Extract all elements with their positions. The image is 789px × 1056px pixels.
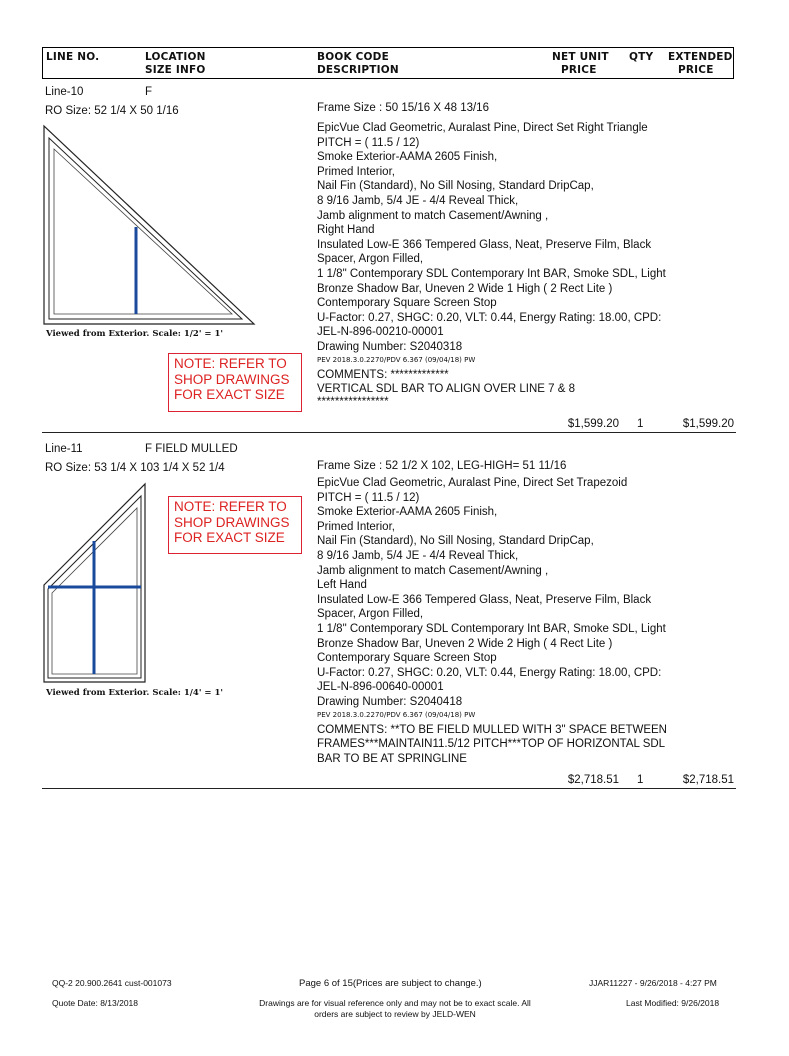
page-number: Page 6 of 15(Prices are subject to change.) xyxy=(299,978,482,989)
desc-line: PITCH = ( 11.5 / 12) xyxy=(317,491,420,504)
desc-line: Bronze Shadow Bar, Uneven 2 Wide 2 High ( 4 Rect Lite ) xyxy=(317,637,613,650)
comment-line: **************** xyxy=(317,395,389,408)
net-unit-price: $1,599.20 xyxy=(567,418,619,430)
job-stamp: JJAR11227 - 9/26/2018 - 4:27 PM xyxy=(589,978,717,988)
col-size-info: SIZE INFO xyxy=(145,64,206,76)
quote-date: Quote Date: 8/13/2018 xyxy=(52,998,139,1008)
row-divider xyxy=(42,432,736,433)
last-modified: Last Modified: 9/26/2018 xyxy=(626,998,720,1008)
location: F xyxy=(145,86,153,98)
desc-line: JEL-N-896-00210-00001 xyxy=(317,326,444,339)
desc-line: Smoke Exterior-AAMA 2605 Finish, xyxy=(317,151,498,164)
frame-size: Frame Size : 52 1/2 X 102, LEG-HIGH= 51 11/16 xyxy=(317,460,567,472)
comment-line: COMMENTS: **TO BE FIELD MULLED WITH 3" SPACE BETWEEN xyxy=(317,723,667,736)
desc-line: Insulated Low-E 366 Tempered Glass, Neat, Preserve Film, Black xyxy=(317,238,652,251)
extended-price: $2,718.51 xyxy=(682,774,734,786)
window-drawing-triangle xyxy=(42,124,257,328)
desc-line: Contemporary Square Screen Stop xyxy=(317,652,497,665)
desc-line: Contemporary Square Screen Stop xyxy=(317,297,497,310)
col-qty: QTY xyxy=(629,51,654,63)
desc-line: Jamb alignment to match Casement/Awning , xyxy=(317,209,549,222)
desc-line: U-Factor: 0.27, SHGC: 0.20, VLT: 0.44, Energy Rating: 18.00, CPD: xyxy=(317,666,662,679)
drawing-scale: Viewed from Exterior. Scale: 1/2' = 1' xyxy=(46,329,223,339)
desc-line: Jamb alignment to match Casement/Awning , xyxy=(317,564,549,577)
desc-line: Spacer, Argon Filled, xyxy=(317,608,424,621)
comment-line: FRAMES***MAINTAIN11.5/12 PITCH***TOP OF HORIZONTAL SDL xyxy=(317,738,666,751)
comment-line: VERTICAL SDL BAR TO ALIGN OVER LINE 7 & 8 xyxy=(317,383,575,396)
disclaimer xyxy=(230,998,560,1020)
desc-line: U-Factor: 0.27, SHGC: 0.20, VLT: 0.44, Energy Rating: 18.00, CPD: xyxy=(317,311,662,324)
drawing-scale: Viewed from Exterior. Scale: 1/4' = 1' xyxy=(46,688,223,698)
desc-line: JEL-N-896-00640-00001 xyxy=(317,681,444,694)
col-book-code: BOOK CODE xyxy=(317,51,389,63)
desc-line: 8 9/16 Jamb, 5/4 JE - 4/4 Reveal Thick, xyxy=(317,194,519,207)
location: F FIELD MULLED xyxy=(145,443,238,455)
version-stamp: PEV 2018.3.0.2270/PDV 6.367 (09/04/18) PW xyxy=(317,355,476,364)
table-header xyxy=(42,47,734,79)
quantity: 1 xyxy=(637,774,644,786)
desc-line: Smoke Exterior-AAMA 2605 Finish, xyxy=(317,506,498,519)
col-line-no: LINE NO. xyxy=(46,51,100,63)
version-stamp: PEV 2018.3.0.2270/PDV 6.367 (09/04/18) PW xyxy=(317,710,476,719)
line-number: Line-10 xyxy=(45,86,84,98)
col-extended: EXTENDED xyxy=(668,51,733,63)
col-ext-price: PRICE xyxy=(678,64,714,76)
comment-line: COMMENTS: ************* xyxy=(317,368,449,381)
col-price: PRICE xyxy=(561,64,597,76)
desc-line: EpicVue Clad Geometric, Auralast Pine, Direct Set Trapezoid xyxy=(317,477,628,489)
net-unit-price: $2,718.51 xyxy=(567,774,619,786)
desc-line: Insulated Low-E 366 Tempered Glass, Neat, Preserve Film, Black xyxy=(317,593,652,606)
desc-line: EpicVue Clad Geometric, Auralast Pine, Direct Set Right Triangle xyxy=(317,122,648,134)
desc-line: 1 1/8" Contemporary SDL Contemporary Int BAR, Smoke SDL, Light xyxy=(317,622,666,635)
window-drawing-trapezoid xyxy=(42,482,148,686)
col-net-unit: NET UNIT xyxy=(552,51,609,63)
desc-line: Primed Interior, xyxy=(317,520,395,533)
description-block xyxy=(317,121,666,408)
desc-line: Bronze Shadow Bar, Uneven 2 Wide 1 High ( 2 Rect Lite ) xyxy=(317,282,613,295)
desc-line: 1 1/8" Contemporary SDL Contemporary Int BAR, Smoke SDL, Light xyxy=(317,267,666,280)
extended-price: $1,599.20 xyxy=(682,418,734,430)
desc-line: Nail Fin (Standard), No Sill Nosing, Standard DripCap, xyxy=(317,535,594,548)
ro-size: RO Size: 53 1/4 X 103 1/4 X 52 1/4 xyxy=(45,462,225,474)
shop-drawing-note: NOTE: REFER TO SHOP DRAWINGS FOR EXACT SIZE xyxy=(168,353,302,412)
comment-line: BAR TO BE AT SPRINGLINE xyxy=(317,752,467,765)
desc-line: 8 9/16 Jamb, 5/4 JE - 4/4 Reveal Thick, xyxy=(317,549,519,562)
col-description: DESCRIPTION xyxy=(317,64,399,76)
desc-line: Drawing Number: S2040318 xyxy=(317,340,463,353)
disclaimer-line: orders are subject to review by JELD-WEN xyxy=(314,1009,476,1019)
desc-line: Right Hand xyxy=(317,224,375,237)
col-location: LOCATION xyxy=(145,51,206,63)
row-divider xyxy=(42,788,736,789)
frame-size: Frame Size : 50 15/16 X 48 13/16 xyxy=(317,102,489,114)
ro-size: RO Size: 52 1/4 X 50 1/16 xyxy=(45,105,179,117)
desc-line: Nail Fin (Standard), No Sill Nosing, Standard DripCap, xyxy=(317,180,594,193)
line-number: Line-11 xyxy=(45,443,83,455)
desc-line: Primed Interior, xyxy=(317,165,395,178)
desc-line: Left Hand xyxy=(317,579,367,592)
quantity: 1 xyxy=(637,418,644,430)
shop-drawing-note: NOTE: REFER TO SHOP DRAWINGS FOR EXACT SIZE xyxy=(168,496,302,554)
desc-line: Spacer, Argon Filled, xyxy=(317,253,424,266)
quote-id: QQ-2 20.900.2641 cust-001073 xyxy=(52,978,172,988)
disclaimer-line: Drawings are for visual reference only and may not be to exact scale. All xyxy=(259,998,531,1008)
desc-line: Drawing Number: S2040418 xyxy=(317,695,463,708)
desc-line: PITCH = ( 11.5 / 12) xyxy=(317,136,420,149)
description-block xyxy=(317,476,667,766)
